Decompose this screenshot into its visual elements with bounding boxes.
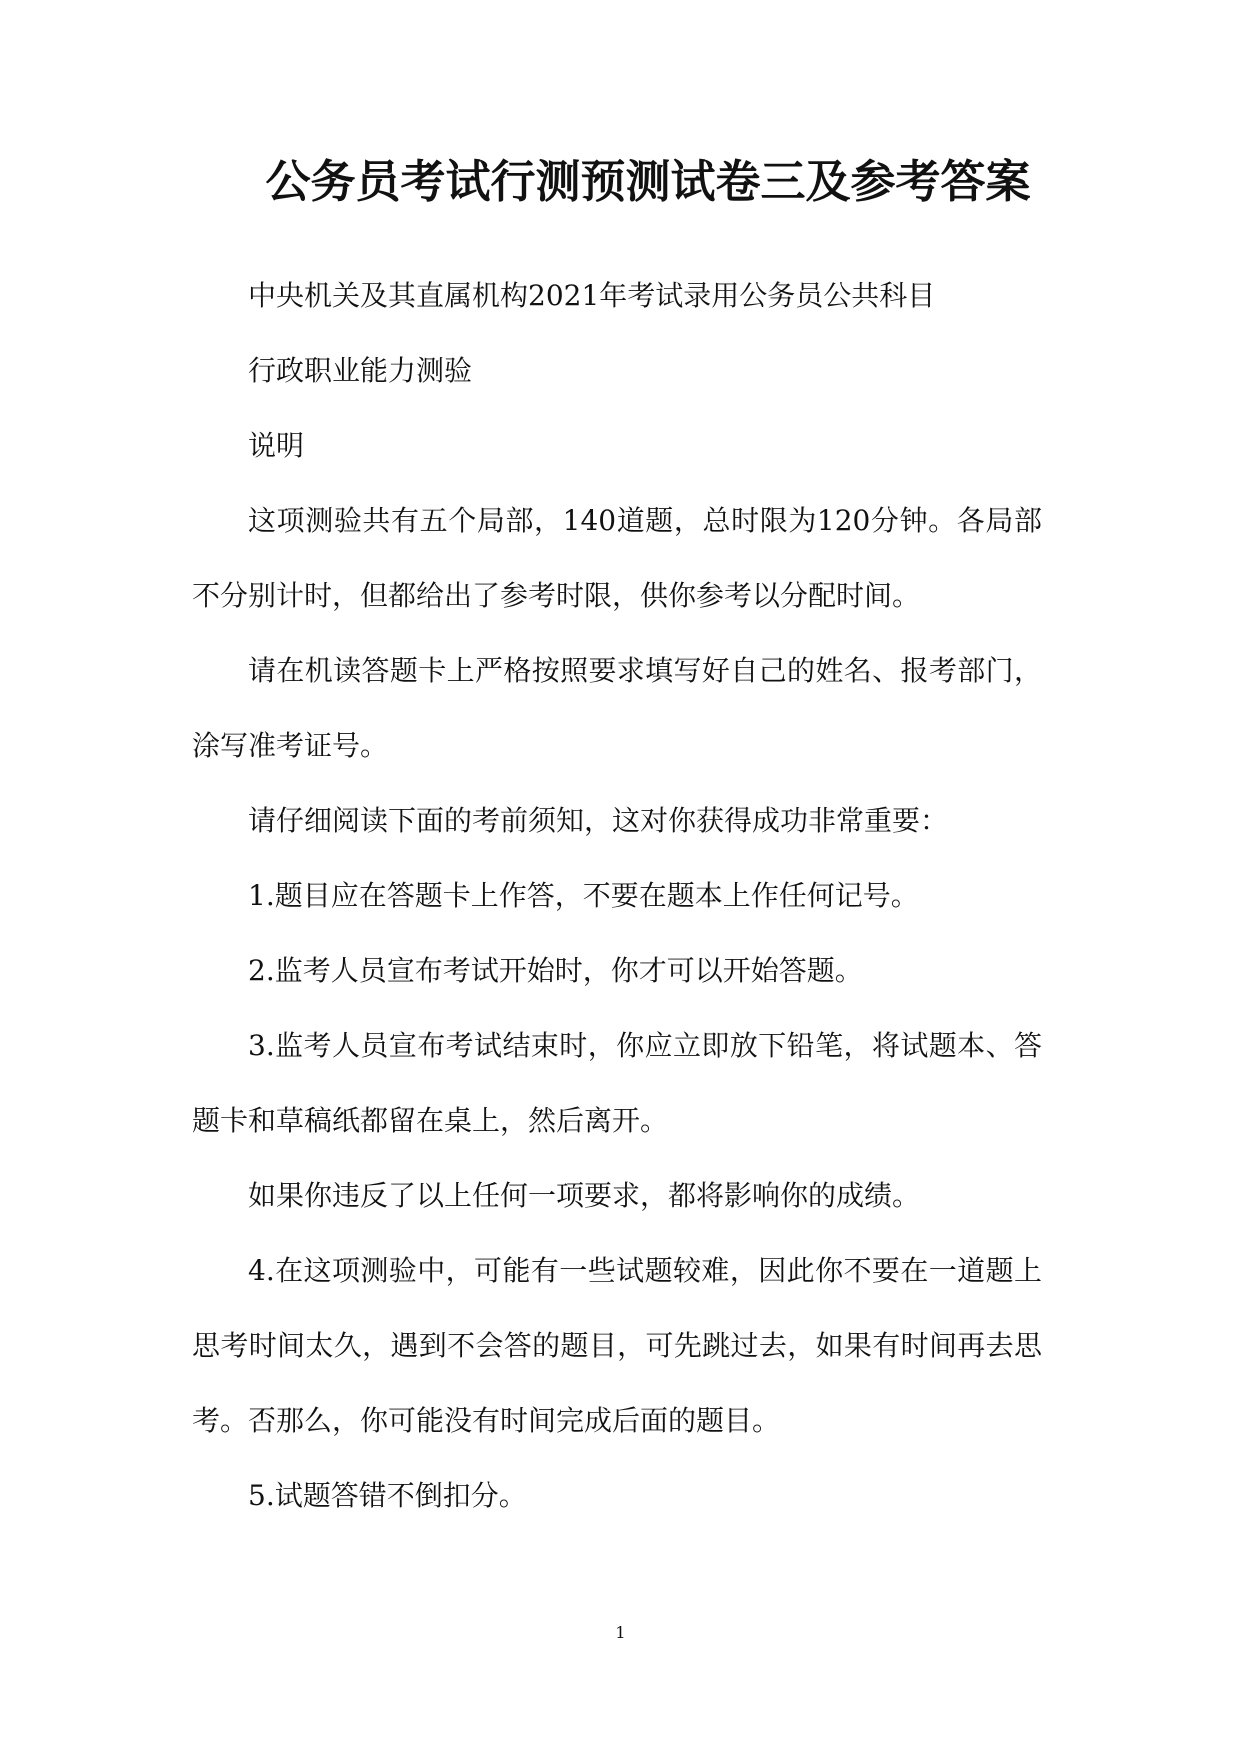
- paragraph-rule-3: 3.监考人员宣布考试结束时，你应立即放下铅笔，将试题本、答题卡和草稿纸都留在桌上，然后离开。: [192, 1029, 1042, 1137]
- paragraph-subject: 中央机关及其直属机构2021年考试录用公务员公共科目: [248, 279, 936, 312]
- paragraph-heading-instructions: 说明: [248, 429, 305, 462]
- paragraph-rule-2: 2.监考人员宣布考试开始时，你才可以开始答题。: [248, 954, 863, 987]
- paragraph-answer-card: 请在机读答题卡上严格按照要求填写好自己的姓名、报考部门，涂写准考证号。: [192, 654, 1042, 762]
- page-number: 1: [615, 1623, 626, 1642]
- paragraph-rule-1: 1.题目应在答题卡上作答，不要在题本上作任何记号。: [248, 879, 919, 912]
- document-title: 公务员考试行测预测试卷三及参考答案: [265, 155, 1031, 208]
- paragraph-rule-5: 5.试题答错不倒扣分。: [248, 1479, 527, 1512]
- paragraph-violation-warning: 如果你违反了以上任何一项要求，都将影响你的成绩。: [248, 1179, 921, 1212]
- paragraph-notice-intro: 请仔细阅读下面的考前须知，这对你获得成功非常重要：: [248, 804, 949, 837]
- paragraph-test-name: 行政职业能力测验: [248, 354, 473, 387]
- paragraph-rule-4: 4.在这项测验中，可能有一些试题较难，因此你不要在一道题上思考时间太久，遇到不会答的题目，可先跳过去，如果有时间再去思考。否那么，你可能没有时间完成后面的题目。: [192, 1254, 1042, 1437]
- paragraph-overview: 这项测验共有五个局部，140道题，总时限为120分钟。各局部不分别计时，但都给出了参考时限，供你参考以分配时间。: [192, 504, 1042, 612]
- document-body: [192, 258, 1042, 1533]
